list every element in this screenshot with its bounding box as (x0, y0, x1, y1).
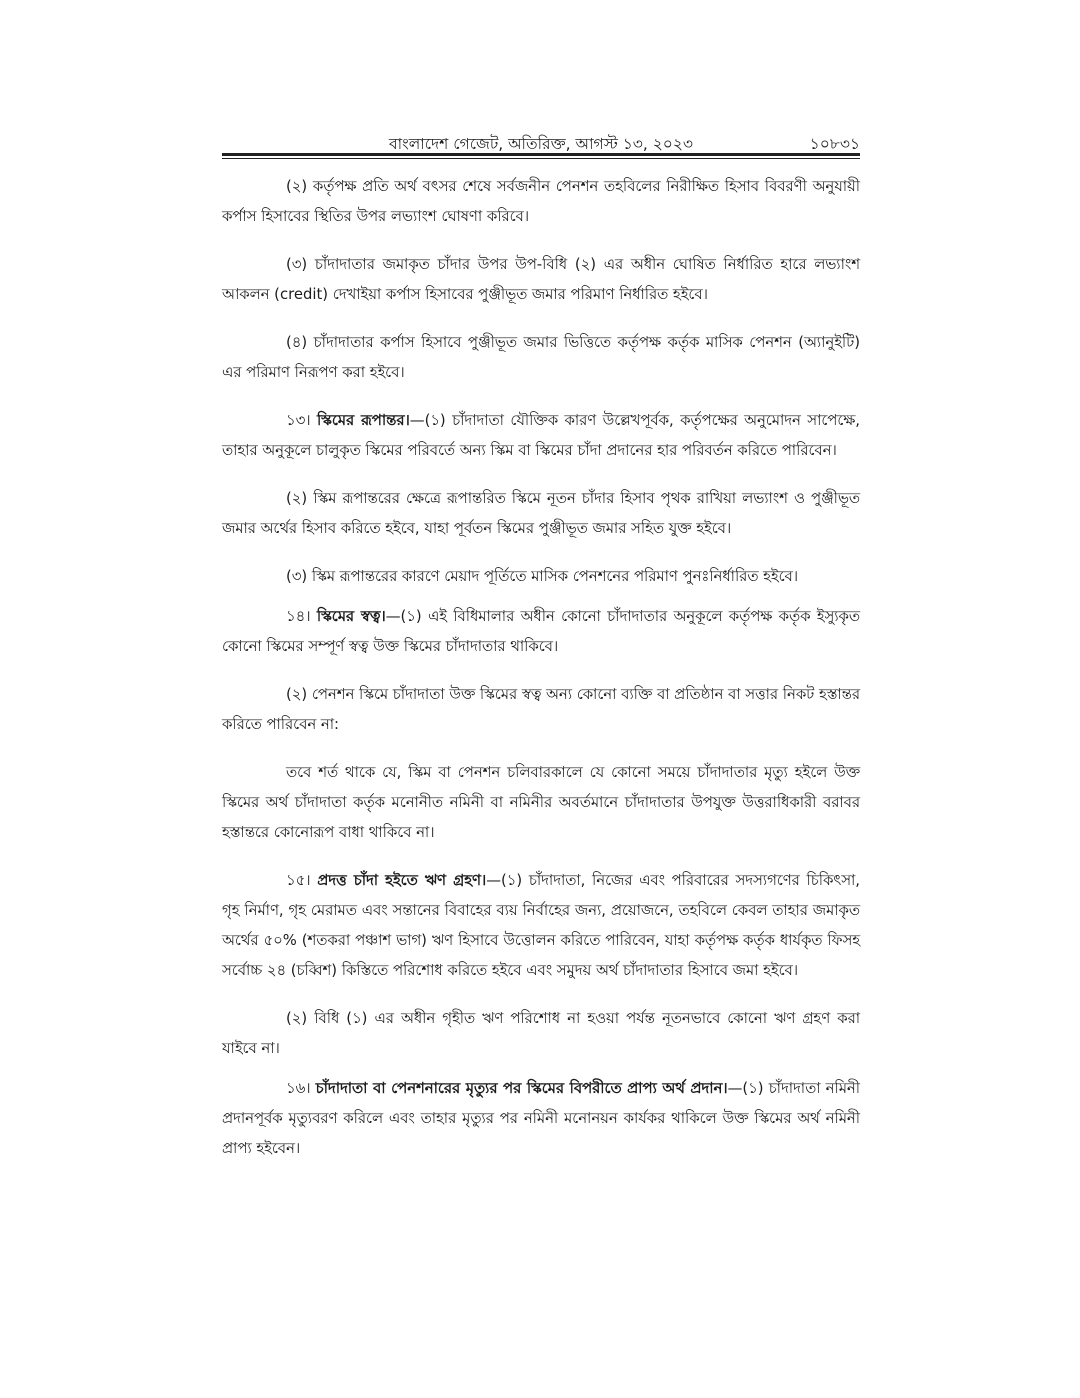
header-rule (222, 153, 860, 156)
section-heading: স্কিমের রূপান্তর। (316, 412, 410, 429)
paragraph-text: —(১) চাঁদাদাতা যৌক্তিক কারণ উল্লেখপূর্বক, কর্তৃপক্ষের অনুমোদন সাপেক্ষে, তাহার অনুকূলে চালুকৃত স্কিমের পরিবর্তে অন্য স্কিম বা স্কিমের চাঁদা প্রদানের হার পরিবর্তন করিতে পারিবেন। (222, 412, 860, 459)
page-number: ১০৮৩১ (809, 135, 860, 153)
paragraph-text: (২) স্কিম রূপান্তরের ক্ষেত্রে রূপান্তরিত স্কিমে নূতন চাঁদার হিসাব পৃথক রাখিয়া লভ্যাংশ ও পুঞ্জীভূত জমার অর্থের হিসাব করিতে হইবে, যাহা পূর্বতন স্কিমের পুঞ্জীভূত জমার সহিত যুক্ত হইবে। (222, 490, 860, 537)
paragraph-text: —(১) চাঁদাদাতা, নিজের এবং পরিবারের সদস্যগণের চিকিৎসা, গৃহ নির্মাণ, গৃহ মেরামত এবং সন্তানের বিবাহের ব্যয় নির্বাহের জন্য, প্রয়োজনে, তহবিলে কেবল তাহার জমাকৃত অর্থের ৫০% (শতকরা পঞ্চাশ ভাগ) ঋণ হিসাবে উত্তোলন করিতে পারিবেন, যাহা কর্তৃপক্ষ কর্তৃক ধার্যকৃত ফিসহ সর্বোচ্চ ২৪ (চব্বিশ) কিস্তিতে পরিশোধ করিতে হইবে এবং সমুদয় অর্থ চাঁদাদাতার হিসাবে জমা হইবে। (222, 872, 860, 979)
paragraph-text: (৩) স্কিম রূপান্তরের কারণে মেয়াদ পূর্তিতে মাসিক পেনশনের পরিমাণ পুনঃনির্ধারিত হইবে। (286, 568, 799, 585)
paragraph-text: —(১) এই বিধিমালার অধীন কোনো চাঁদাদাতার অনুকূলে কর্তৃপক্ষ কর্তৃক ইস্যুকৃত কোনো স্কিমের সম্পূর্ণ স্বত্ব উক্ত স্কিমের চাঁদাদাতার থাকিবে। (222, 608, 860, 655)
paragraph-text: (২) বিধি (১) এর অধীন গৃহীত ঋণ পরিশোধ না হওয়া পর্যন্ত নূতনভাবে কোনো ঋণ গ্রহণ করা যাইবে না। (222, 1010, 861, 1057)
paragraph-13-4 (222, 328, 860, 388)
paragraph-text: (৪) চাঁদাদাতার কর্পাস হিসাবে পুঞ্জীভূত জমার ভিত্তিতে কর্তৃপক্ষ কর্তৃক মাসিক পেনশন (অ্যানুইটি) এর পরিমাণ নিরূপণ করা হইবে। (222, 334, 860, 381)
section-15 (222, 866, 860, 986)
paragraph-13b-2 (222, 484, 860, 544)
section-heading: প্রদত্ত চাঁদা হইতে ঋণ গ্রহণ। (317, 872, 487, 889)
paragraph-13-2 (222, 172, 860, 232)
paragraph-text: (৩) চাঁদাদাতার জমাকৃত চাঁদার উপর উপ-বিধি (২) এর অধীন ঘোষিত নির্ধারিত হারে লভ্যাংশ আকলন (credit) দেখাইয়া কর্পাস হিসাবের পুঞ্জীভূত জমার পরিমাণ নির্ধারিত হইবে। (222, 256, 860, 303)
paragraph-13-3 (222, 250, 860, 310)
section-heading: স্কিমের স্বত্ব। (316, 608, 386, 625)
gazette-title: বাংলাদেশ গেজেট, অতিরিক্ত, আগস্ট ১৩, ২০২৩ (388, 135, 694, 153)
paragraph-13b-3 (222, 562, 860, 592)
proviso-14 (222, 758, 860, 848)
section-heading: চাঁদাদাতা বা পেনশনারের মৃত্যুর পর স্কিমের বিপরীতে প্রাপ্য অর্থ প্রদান। (315, 1080, 728, 1097)
section-16 (222, 1074, 860, 1164)
paragraph-14-2 (222, 680, 860, 740)
paragraph-text: (২) কর্তৃপক্ষ প্রতি অর্থ বৎসর শেষে সর্বজনীন পেনশন তহবিলের নিরীক্ষিত হিসাব বিবরণী অনুযায়ী কর্পাস হিসাবের স্থিতির উপর লভ্যাংশ ঘোষণা করিবে। (222, 178, 860, 225)
document-body (222, 172, 860, 1182)
paragraph-15-2 (222, 1004, 860, 1064)
section-13 (222, 406, 860, 466)
header-rule-thin (222, 158, 860, 159)
paragraph-text: (২) পেনশন স্কিমে চাঁদাদাতা উক্ত স্কিমের স্বত্ব অন্য কোনো ব্যক্তি বা প্রতিষ্ঠান বা সত্তার নিকট হস্তান্তর করিতে পারিবেন না: (222, 686, 860, 733)
paragraph-text: তবে শর্ত থাকে যে, স্কিম বা পেনশন চলিবারকালে যে কোনো সময়ে চাঁদাদাতার মৃত্যু হইলে উক্ত স্কিমের অর্থ চাঁদাদাতা কর্তৃক মনোনীত নমিনী বা নমিনীর অবর্তমানে চাঁদাদাতার উপযুক্ত উত্তরাধিকারী বরাবর হস্তান্তরে কোনোরূপ বাধা থাকিবে না। (222, 764, 860, 841)
section-number: ১৬। (286, 1080, 311, 1097)
section-number: ১৫। (286, 872, 311, 889)
section-number: ১৪। (286, 608, 311, 625)
paragraph-text: —(১) চাঁদাদাতা নমিনী প্রদানপূর্বক মৃত্যুবরণ করিলে এবং তাহার মৃত্যুর পর নমিনী মনোনয়ন কার্যকর থাকিলে উক্ত স্কিমের অর্থ নমিনী প্রাপ্য হইবেন। (222, 1080, 860, 1157)
section-number: ১৩। (286, 412, 311, 429)
section-14 (222, 602, 860, 662)
